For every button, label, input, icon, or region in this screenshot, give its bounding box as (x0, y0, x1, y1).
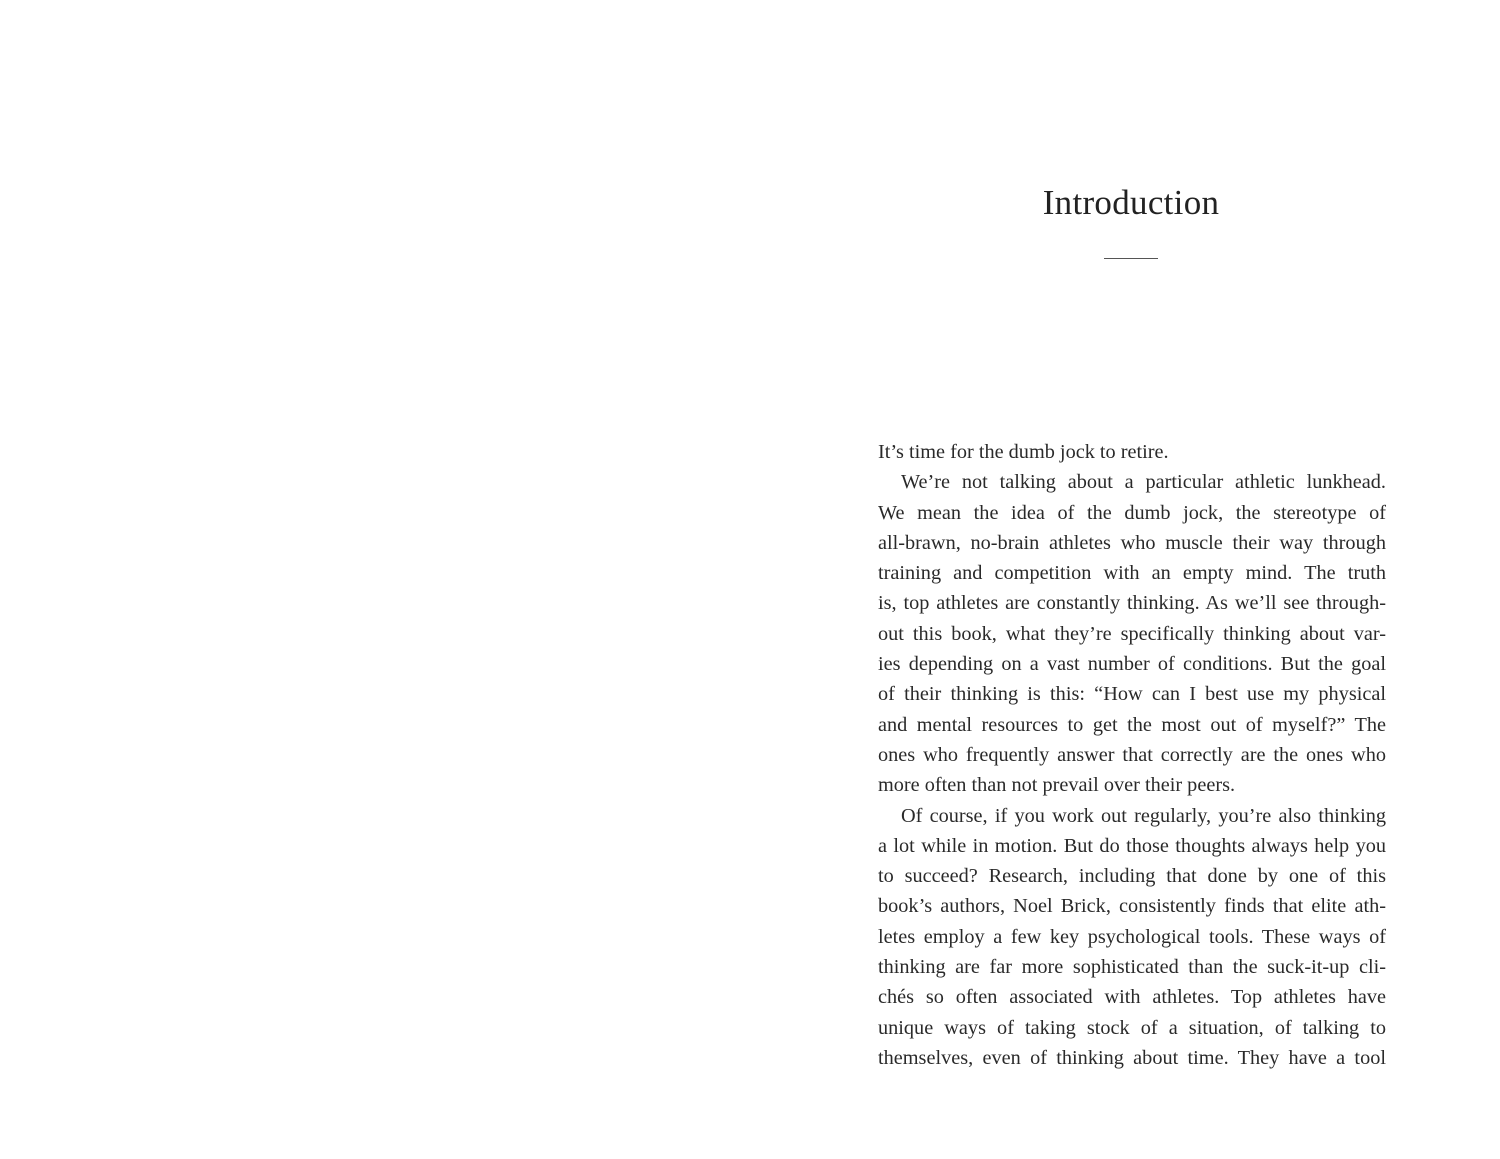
text-line: to succeed? Research, including that done by one of this (878, 865, 1386, 888)
text-line: We’re not talking about a particular athletic lunkhead. (901, 471, 1386, 494)
text-line: themselves, even of thinking about time. They have a tool (878, 1046, 1386, 1069)
text-line: and mental resources to get the most out of myself?” The (878, 713, 1386, 736)
text-line: thinking are far more sophisticated than the suck-it-up cli- (878, 956, 1386, 979)
text-line: chés so often associated with athletes. Top athletes have (878, 986, 1386, 1009)
title-divider (1104, 258, 1158, 259)
text-line: book’s authors, Noel Brick, consistently finds that elite ath- (878, 895, 1386, 918)
text-line: Of course, if you work out regularly, you’re also thinking (901, 804, 1386, 827)
text-line: more often than not prevail over their peers. (878, 774, 1236, 797)
text-line: is, top athletes are constantly thinking. As we’ll see through- (878, 592, 1386, 615)
text-line: a lot while in motion. But do those thoughts always help you (878, 834, 1386, 857)
text-line: ones who frequently answer that correctly are the ones who (878, 743, 1386, 766)
chapter-title: Introduction (1042, 183, 1220, 222)
text-line: letes employ a few key psychological tools. These ways of (878, 925, 1386, 948)
text-line: ies depending on a vast number of conditions. But the goal (878, 653, 1386, 676)
text-line: It’s time for the dumb jock to retire. (878, 441, 1169, 463)
text-line: training and competition with an empty mind. The truth (878, 562, 1386, 585)
text-line: We mean the idea of the dumb jock, the stereotype of (878, 501, 1386, 524)
body-text (878, 437, 1386, 1073)
text-line: unique ways of taking stock of a situation, of talking to (878, 1016, 1386, 1039)
text-line: of their thinking is this: “How can I best use my physical (878, 683, 1386, 706)
text-line: all-brawn, no-brain athletes who muscle their way through (878, 531, 1386, 554)
text-line: out this book, what they’re specifically thinking about var- (878, 622, 1386, 645)
